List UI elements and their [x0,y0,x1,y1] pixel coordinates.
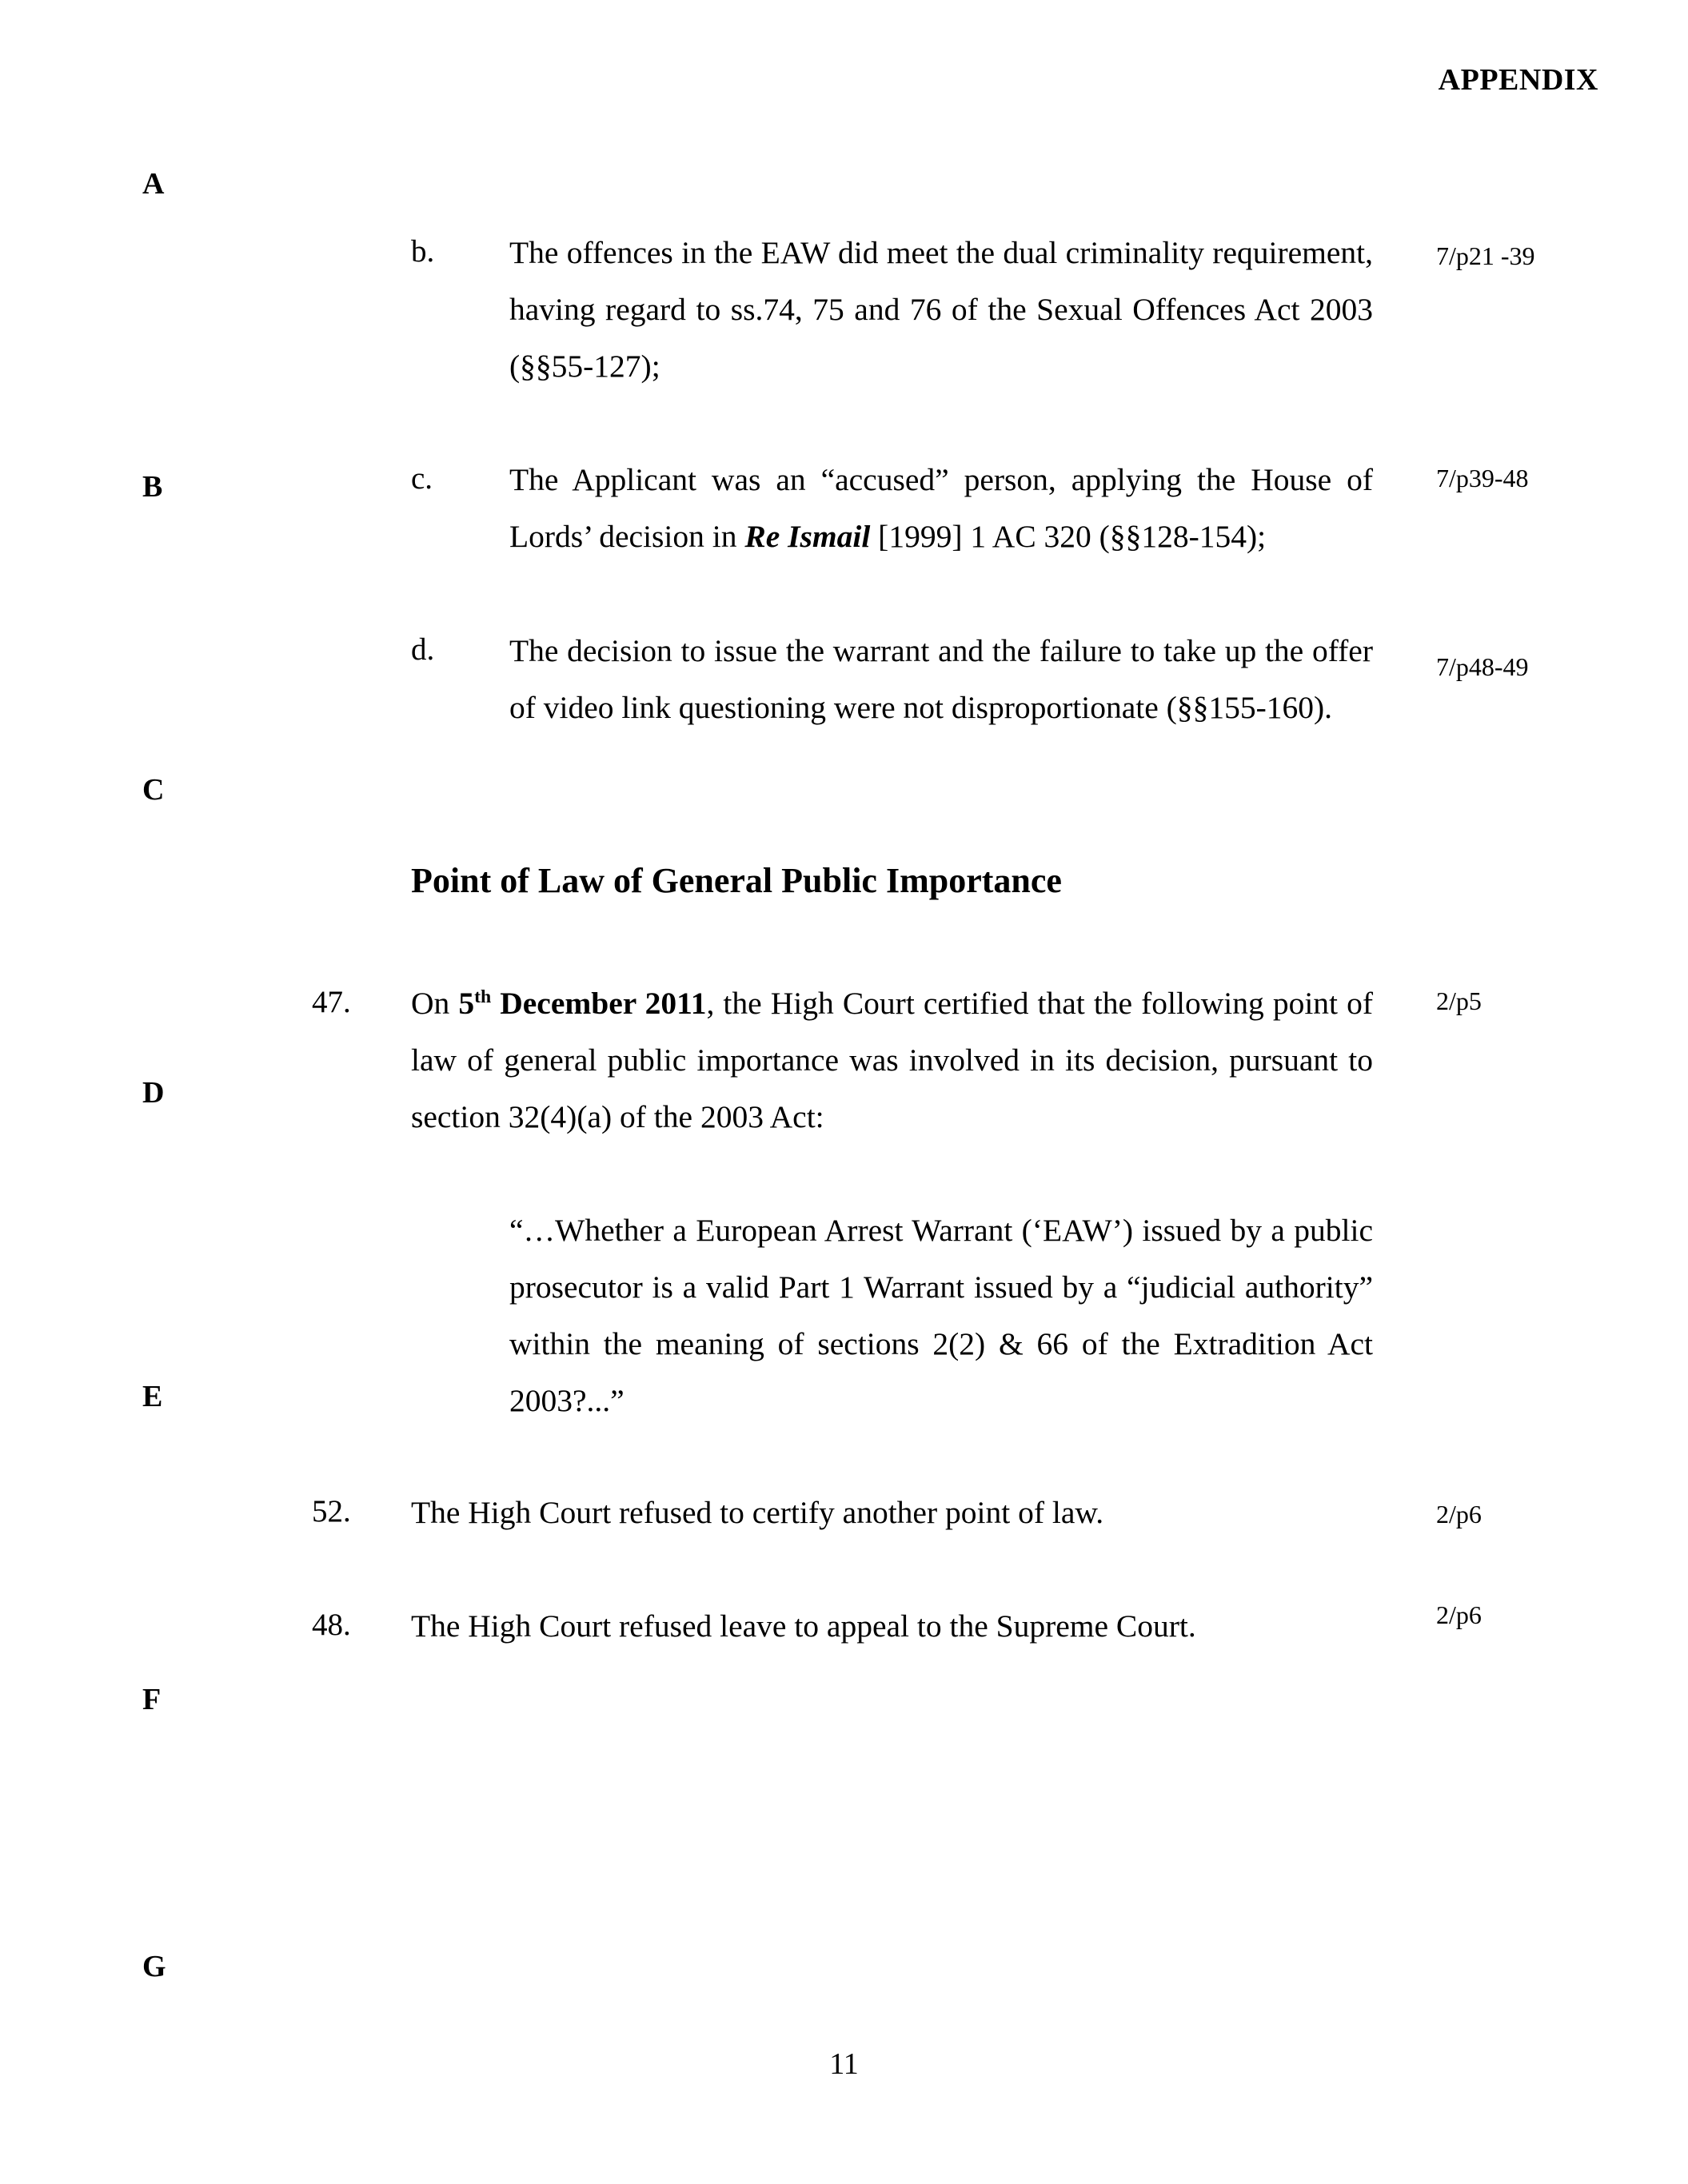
paragraph-48-ref: 2/p6 [1436,1600,1482,1629]
item-c-ref: 7/p39-48 [1436,464,1529,492]
paragraph-47-text [411,975,1373,1146]
item-b-ref: 7/p21 -39 [1436,241,1535,270]
case-name: Re Ismail [744,519,871,554]
page-header: APPENDIX [1438,63,1598,97]
item-d-text: The decision to issue the warrant and the failure to take up the offer of video link questioning were not disproportionate (§§155-160). [509,633,1373,725]
item-c-text-before: The Applicant was an “accused” person, applying the House of Lords’ decision in [509,462,1373,554]
item-d-ref: 7/p48-49 [1436,652,1529,681]
margin-letter-d: D [142,1076,165,1110]
margin-letter-f: F [142,1683,162,1716]
paragraph-47-ref: 2/p5 [1436,986,1482,1015]
margin-letter-b: B [142,470,163,504]
paragraph-47-number: 47. [312,985,351,1019]
paragraph-52-ref: 2/p6 [1436,1500,1482,1528]
date-day: 5 [458,986,475,1021]
margin-letter-g: G [142,1950,166,1983]
paragraph-52-number: 52. [312,1494,351,1528]
item-b-text: The offences in the EAW did meet the dual criminality requirement, having regard to ss.74, 75 and 76 of the Sexual Offences Act 2003 (§§55-127); [509,235,1373,384]
item-d-label: d. [411,632,435,667]
date-suffix: th [474,986,492,1007]
margin-letter-c: C [142,773,165,807]
paragraph-48-number: 48. [312,1608,351,1642]
item-b-label: b. [411,234,435,269]
margin-letter-a: A [142,167,165,201]
paragraph-47-text-start: On [411,986,459,1021]
paragraph-47-text-end: , the High Court certified that the following point of law of general public importance was involved in its decision, pursuant to section 32(4)(a) of the 2003 Act: [411,986,1374,1134]
margin-letter-e: E [142,1380,163,1413]
item-c-text-after: [1999] 1 AC 320 (§§128-154); [870,519,1267,554]
paragraph-47-date [458,986,706,1021]
page-number: 11 [829,2047,859,2081]
certified-question-quote: “…Whether a European Arrest Warrant (‘EAW’) issued by a public prosecutor is a valid Part 1 Warrant issued by a “judicial authority” within the meaning of sections 2(2) & 66 of the Extradition Act 2003?...” [509,1213,1373,1418]
section-heading: Point of Law of General Public Importance [411,861,1062,900]
paragraph-48-text: The High Court refused leave to appeal to the Supreme Court. [411,1608,1196,1644]
paragraph-52-text: The High Court refused to certify another point of law. [411,1495,1104,1530]
item-c-label: c. [411,461,433,496]
date-rest: December 2011 [491,986,707,1021]
item-c-text [509,452,1373,565]
